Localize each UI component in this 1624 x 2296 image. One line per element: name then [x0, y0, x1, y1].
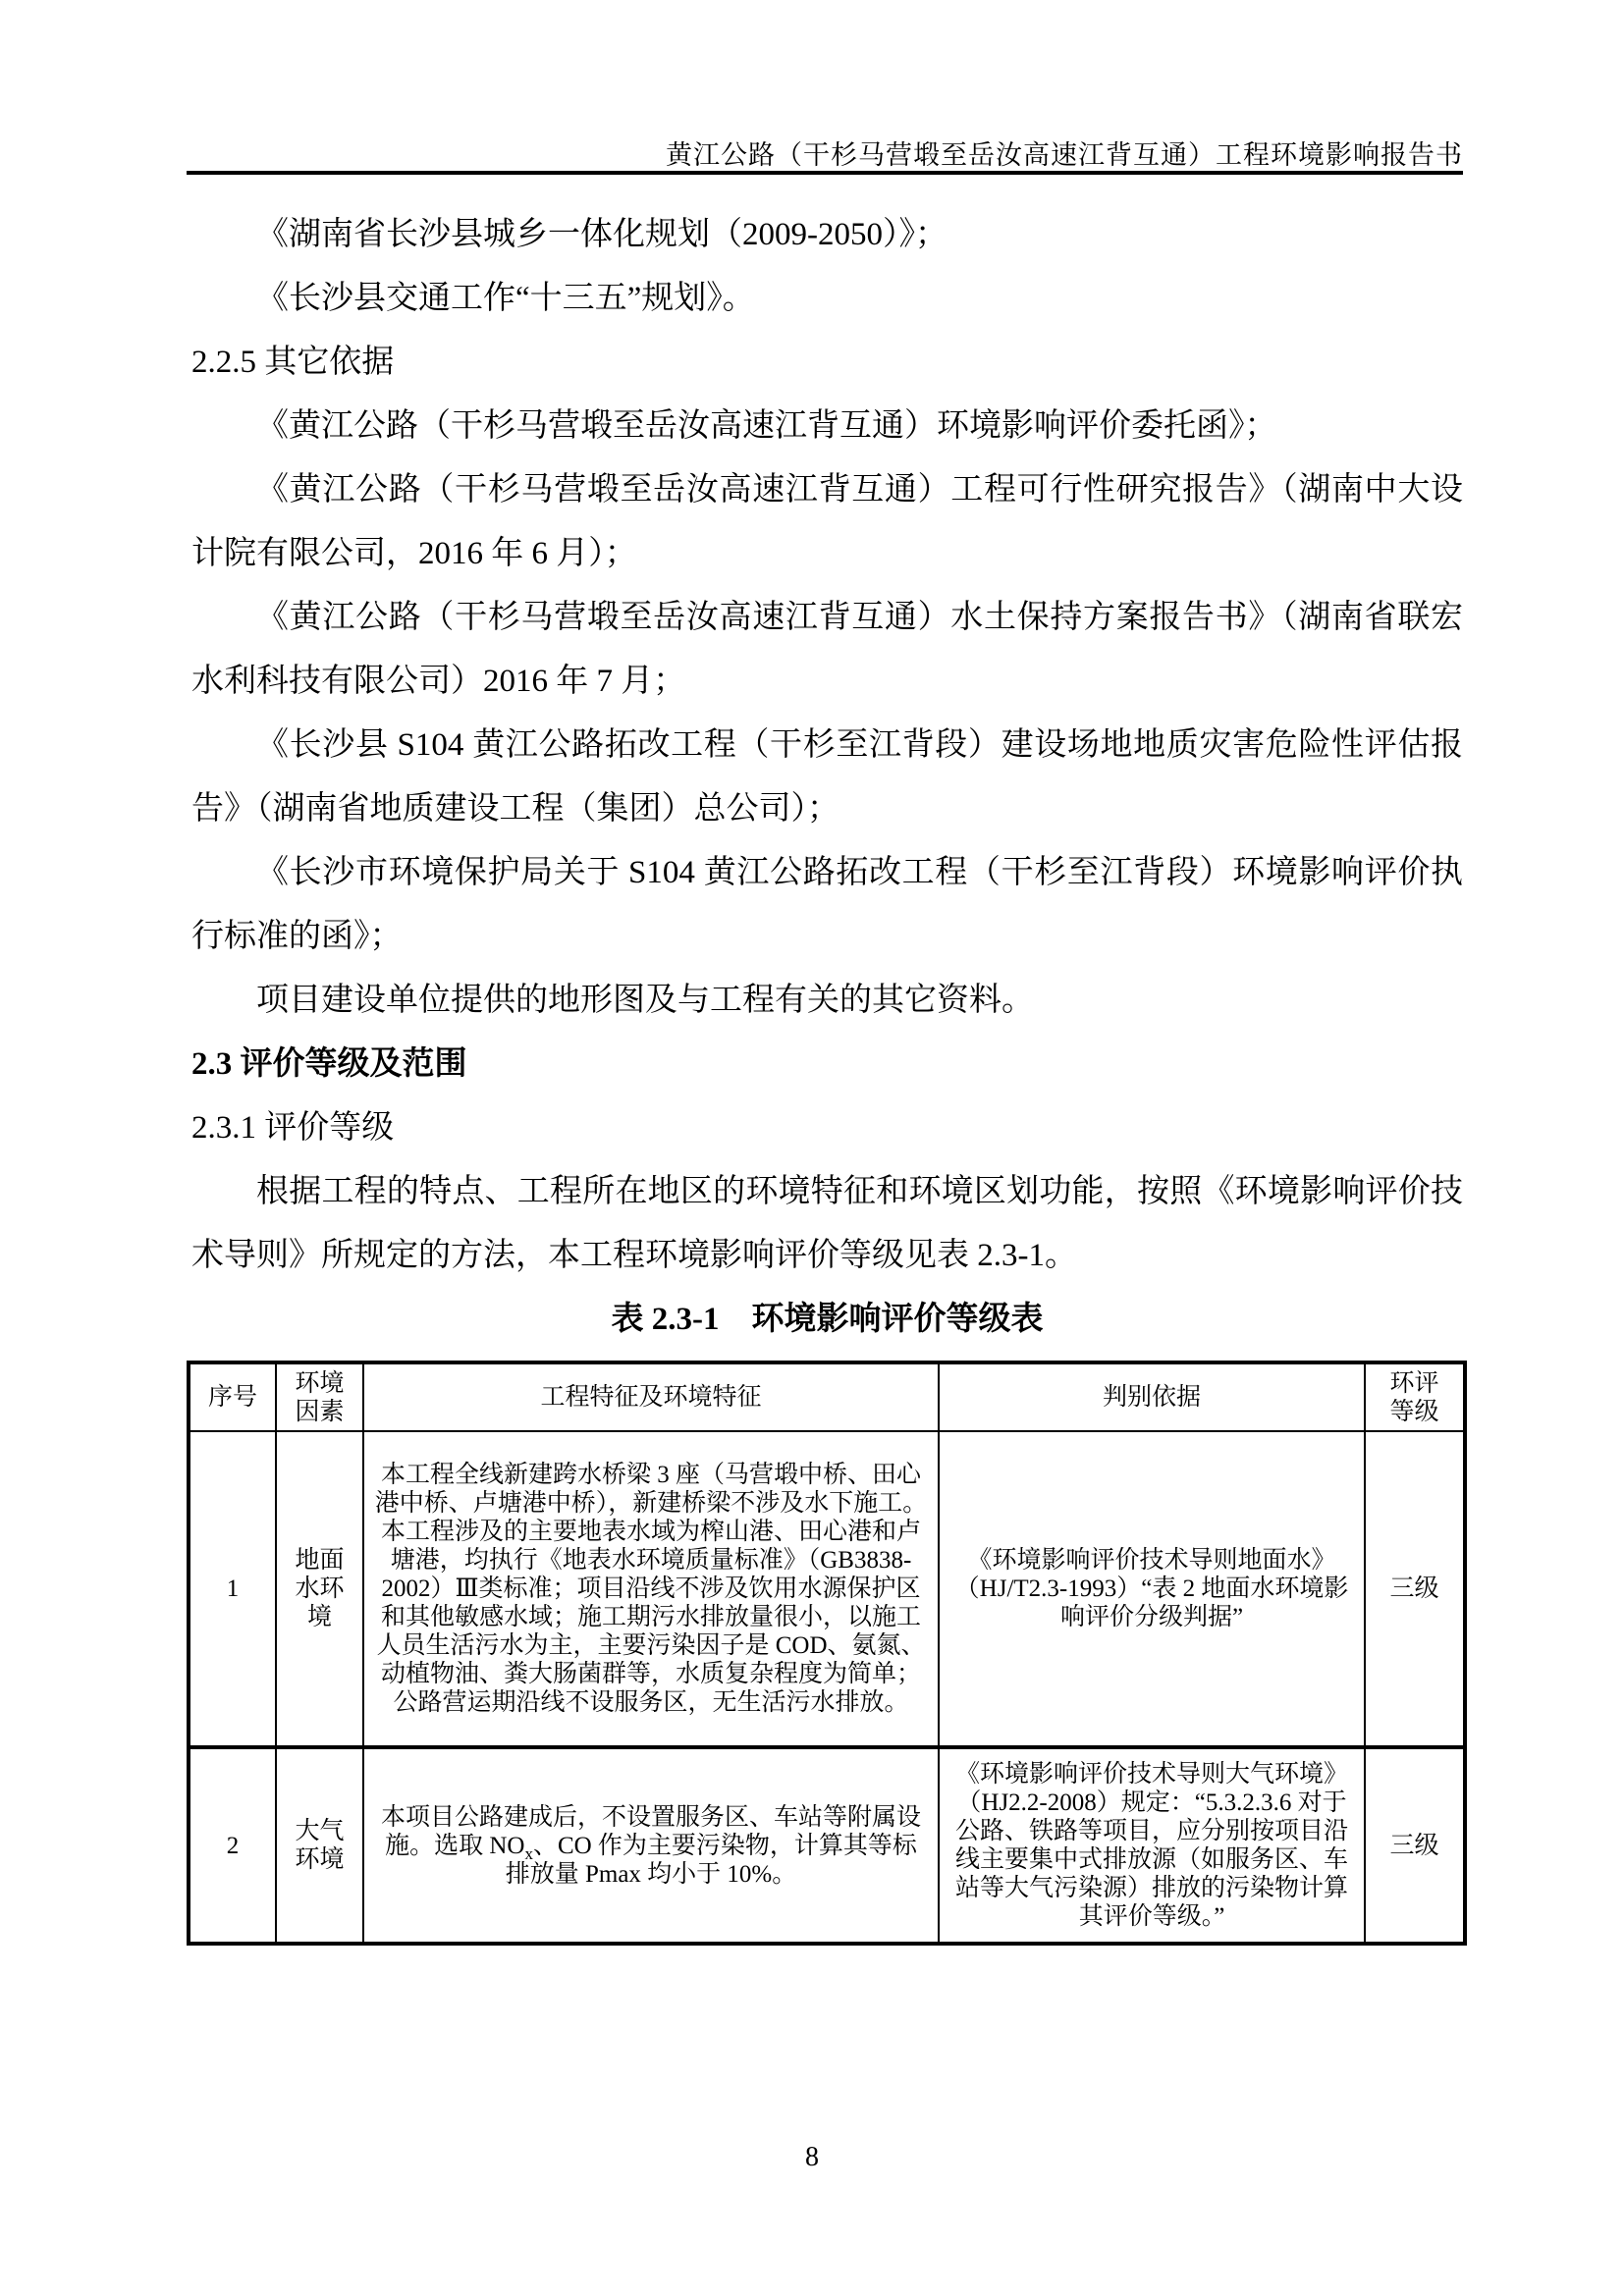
paragraph-geology-hazard-report: 《长沙县 S104 黄江公路拓改工程（干杉至江背段）建设场地地质灾害危险性评估报告》（湖南省地质建设工程（集团）总公司）；	[191, 727, 1463, 827]
cell-feature: 本工程全线新建跨水桥梁 3 座（马营塅中桥、田心港中桥、卢塘港中桥），新建桥梁不涉及水下施工。本工程涉及的主要地表水域为榨山港、田心港和卢塘港，均执行《地表水环境质量标准》（GB3838-2002）Ⅲ类标准；项目沿线不涉及饮用水源保护区和其他敏感水域；施工期污水排放量很小，以施工人员生活污水为主，主要污染因子是 COD、氨氮、动植物油、粪大肠菌群等，水质复杂程度为简单；公路营运期沿线不设服务区，无生活污水排放。	[363, 1431, 939, 1747]
cell-feature	[363, 1747, 939, 1944]
column-header-factor: 环境因素	[276, 1362, 363, 1431]
paragraph-transport-plan: 《长沙县交通工作“十三五”规划》。	[256, 281, 755, 316]
cell-factor: 大气环境	[276, 1747, 363, 1944]
cell-no: 1	[189, 1431, 276, 1747]
cell-grade: 三级	[1365, 1431, 1465, 1747]
cell-no: 2	[189, 1747, 276, 1944]
heading-2-3-1: 2.3.1 评价等级	[191, 1110, 395, 1146]
document-body	[191, 203, 1463, 1352]
header-title: 黄江公路（干杉马营塅至岳汝高速江背互通）工程环境影响报告书	[666, 140, 1463, 170]
feature-text-before-subscript: 本项目公路建成后，不设置服务区、车站等附属设施。选取 NO	[380, 1803, 921, 1859]
heading-2-2-5: 2.2.5 其它依据	[191, 345, 395, 380]
table-row-surface-water	[189, 1431, 1465, 1747]
column-header-feature: 工程特征及环境特征	[363, 1362, 939, 1431]
cell-basis: 《环境影响评价技术导则地面水》（HJ/T2.3-1993）“表 2 地面水环境影响评价分级判据”	[939, 1431, 1365, 1747]
cell-grade: 三级	[1365, 1747, 1465, 1944]
heading-2-3: 2.3 评价等级及范围	[191, 1046, 467, 1082]
column-header-basis: 判别依据	[939, 1362, 1365, 1431]
cell-factor: 地面水环境	[276, 1431, 363, 1747]
column-header-grade: 环评等级	[1365, 1362, 1465, 1431]
table-row-air-environment	[189, 1747, 1465, 1944]
paragraph-soil-conservation-report: 《黄江公路（干杉马营塅至岳汝高速江背互通）水土保持方案报告书》（湖南省联宏水利科技有限公司）2016 年 7 月；	[191, 600, 1463, 699]
evaluation-grade-table	[187, 1361, 1467, 1946]
nox-subscript: x	[524, 1843, 533, 1863]
paragraph-feasibility-report: 《黄江公路（干杉马营塅至岳汝高速江背互通）工程可行性研究报告》（湖南中大设计院有限公司，2016 年 6 月）；	[191, 472, 1463, 571]
paragraph-other-materials: 项目建设单位提供的地形图及与工程有关的其它资料。	[256, 983, 1034, 1018]
feature-text-after-subscript: 、CO 作为主要污染物，计算其等标排放量 Pmax 均小于 10%。	[505, 1832, 917, 1888]
cell-basis: 《环境影响评价技术导则大气环境》（HJ2.2-2008）规定：“5.3.2.3.6 对于公路、铁路等项目，应分别按项目沿线主要集中式排放源（如服务区、车站等大气污染源）排放的污染物计算其评价等级。”	[939, 1747, 1365, 1944]
page-number: 8	[805, 2142, 819, 2172]
table-header-row	[189, 1362, 1465, 1431]
paragraph-grade-method: 根据工程的特点、工程所在地区的环境特征和环境区划功能，按照《环境影响评价技术导则》所规定的方法，本工程环境影响评价等级见表 2.3-1。	[191, 1174, 1463, 1273]
paragraph-standard-letter: 《长沙市环境保护局关于 S104 黄江公路拓改工程（干杉至江背段）环境影响评价执行标准的函》；	[191, 855, 1463, 954]
header-rule	[187, 171, 1463, 175]
paragraph-entrust-letter: 《黄江公路（干杉马营塅至岳汝高速江背互通）环境影响评价委托函》；	[256, 408, 1277, 444]
table-caption: 表 2.3-1 环境影响评价等级表	[611, 1302, 1044, 1337]
column-header-no: 序号	[189, 1362, 276, 1431]
page-header	[187, 133, 1463, 172]
paragraph-urbanization-plan: 《湖南省长沙县城乡一体化规划（2009-2050）》；	[256, 217, 947, 252]
